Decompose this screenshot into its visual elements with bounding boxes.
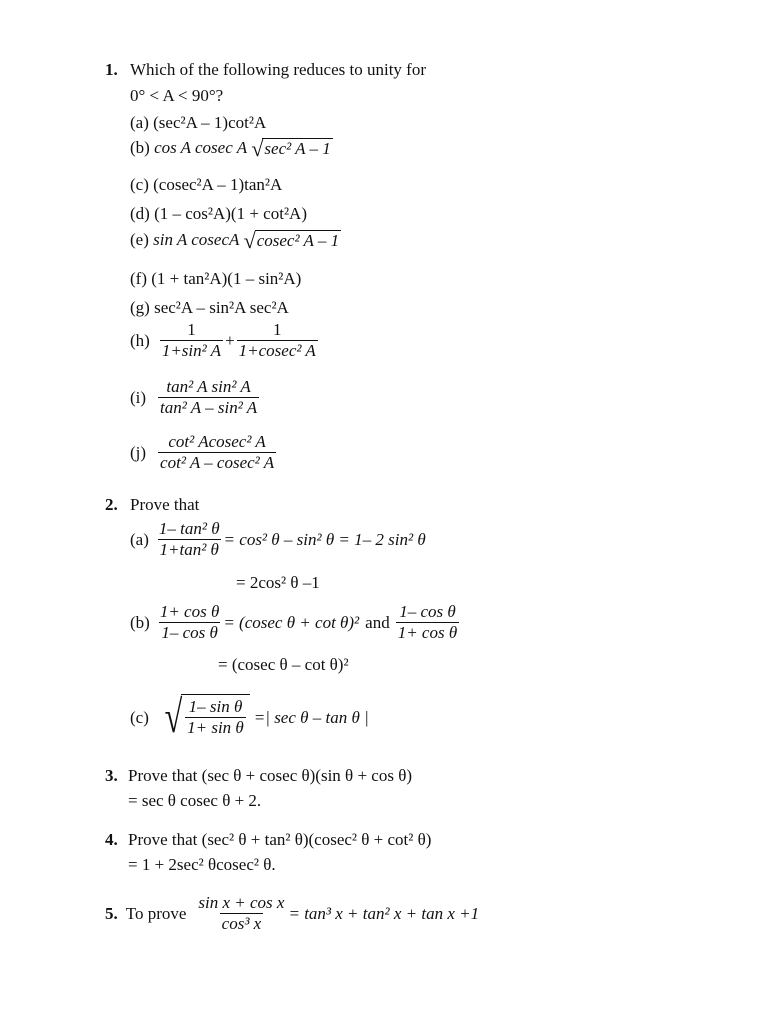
q2-a-numerator: 1– tan² θ: [158, 519, 220, 538]
q1-h-fraction-2: [237, 320, 318, 360]
q1-h-fraction-1: [160, 320, 223, 360]
q2-b-fraction-2: [396, 602, 459, 642]
q1-number: 1.: [105, 60, 118, 79]
q2-b-denominator-1: 1– cos θ: [161, 622, 218, 642]
q1-d-label: (d): [130, 204, 150, 223]
q3-line2: = sec θ cosec θ + 2.: [128, 791, 262, 810]
q1-i-label: (i): [130, 387, 147, 407]
q1-j-fraction: [158, 432, 276, 472]
q1-i: [130, 377, 261, 417]
q1-h: [130, 320, 320, 360]
q1-j-denominator: cot² A – cosec² A: [160, 452, 275, 472]
q2-b-label: (b): [130, 612, 150, 632]
q1-h-numerator-2: 1: [272, 320, 282, 339]
q2-a-fraction: [157, 519, 222, 559]
q5-fraction: [196, 893, 286, 933]
q1-b-prefix: cos A cosec A: [154, 137, 248, 157]
q1-b-radicand: sec² A – 1: [264, 139, 331, 158]
q1-line1: Which of the following reduces to unity for: [130, 60, 427, 79]
q1-i-denominator: tan² A – sin² A: [160, 397, 258, 417]
q1-e-sqrt: √ cosec² A – 1: [243, 228, 340, 253]
q2-a: [130, 519, 426, 559]
q3-line1: Prove that (sec θ + cosec θ)(sin θ + cos θ): [128, 766, 413, 785]
q1-j: [130, 432, 278, 472]
q2-c: [130, 691, 369, 742]
q1-h-label: (h): [130, 330, 150, 350]
q2-a-label: (a): [130, 529, 149, 549]
q1-e-radicand: cosec² A – 1: [256, 231, 340, 250]
q1-j-label: (j): [130, 442, 147, 462]
q1-g-expr: sec²A – sin²A sec²A: [154, 298, 289, 317]
q3-number: 3.: [105, 766, 118, 785]
q2-c-label: (c): [130, 707, 149, 727]
q2-b-numerator-2: 1– cos θ: [399, 602, 456, 621]
q2-title: Prove that: [130, 495, 200, 514]
q5-rhs: = tan³ x + tan² x + tan x +1: [288, 903, 480, 923]
q2-a-denominator: 1+tan² θ: [159, 539, 219, 559]
q2-c-numerator: 1– sin θ: [188, 697, 243, 716]
q5-numerator: sin x + cos x: [198, 893, 285, 912]
q2-b-denominator-2: 1+ cos θ: [397, 622, 458, 642]
q2-b-middle: = (cosec θ + cot θ)²: [223, 612, 360, 632]
q5-denominator: cos³ x: [221, 913, 262, 933]
q5-prefix: To prove: [125, 903, 187, 923]
q1-g-label: (g): [130, 298, 150, 317]
q1-f-label: (f): [130, 269, 147, 288]
q2-c-denominator: 1+ sin θ: [187, 717, 244, 737]
q1-h-numerator-1: 1: [187, 320, 196, 339]
q2-b: [130, 602, 461, 642]
q1-c: [130, 176, 282, 193]
q1-c-expr: (cosec²A – 1)tan²A: [153, 175, 283, 194]
q1-b: [130, 138, 333, 160]
q1-c-label: (c): [130, 175, 149, 194]
q2-number: 2.: [105, 495, 118, 514]
q2-b-line2: = (cosec θ – cot θ)²: [218, 655, 349, 674]
q4-number: 4.: [105, 830, 118, 849]
q2-c-fraction: [185, 697, 246, 737]
q2-c-sqrt: √ $\frac{\text{1– sin θ}}{\text{1+ sin θ}}$: [157, 694, 250, 740]
q1-e: [130, 230, 341, 252]
q1-h-plus: +: [225, 330, 235, 350]
q4-line2: = 1 + 2sec² θcosec² θ.: [128, 855, 276, 874]
q1-h-denominator-1: 1+sin² A: [161, 340, 222, 360]
q1-h-denominator-2: 1+cosec² A: [238, 340, 316, 360]
q2-b-numerator-1: 1+ cos θ: [159, 602, 220, 621]
q1-e-label: (e): [130, 229, 149, 249]
q2-b-fraction-1: [158, 602, 221, 642]
q5: [105, 893, 479, 933]
q1-f: [130, 270, 301, 287]
q1-b-sqrt: √ sec² A – 1: [251, 136, 331, 161]
q2-a-line2: = 2cos² θ –1: [236, 573, 320, 592]
q2-b-and: and: [365, 612, 390, 632]
q4-line1: Prove that (sec² θ + tan² θ)(cosec² θ + cot² θ): [128, 830, 432, 849]
q1-e-prefix: sin A cosecA: [153, 229, 240, 249]
q1-d-expr: (1 – cos²A)(1 + cot²A): [154, 204, 307, 223]
q1-f-expr: (1 + tan²A)(1 – sin²A): [151, 269, 302, 288]
q1-g: [130, 299, 289, 316]
q2-c-rhs: =| sec θ – tan θ |: [253, 707, 369, 727]
q1-a-expr: (sec²A – 1)cot²A: [153, 113, 267, 132]
q1-a-label: (a): [130, 113, 149, 132]
q1-i-fraction: [158, 377, 259, 417]
q1-j-numerator: cot² Acosec² A: [168, 432, 266, 451]
q2-a-rhs: = cos² θ – sin² θ = 1– 2 sin² θ: [223, 529, 426, 549]
q1-line2: 0° < A < 90°?: [130, 86, 224, 105]
q1-b-label: (b): [130, 137, 150, 157]
q1-i-numerator: tan² A sin² A: [166, 377, 251, 396]
q1-a: [130, 114, 266, 131]
q1-d: [130, 205, 307, 222]
q5-number: 5.: [105, 903, 118, 923]
